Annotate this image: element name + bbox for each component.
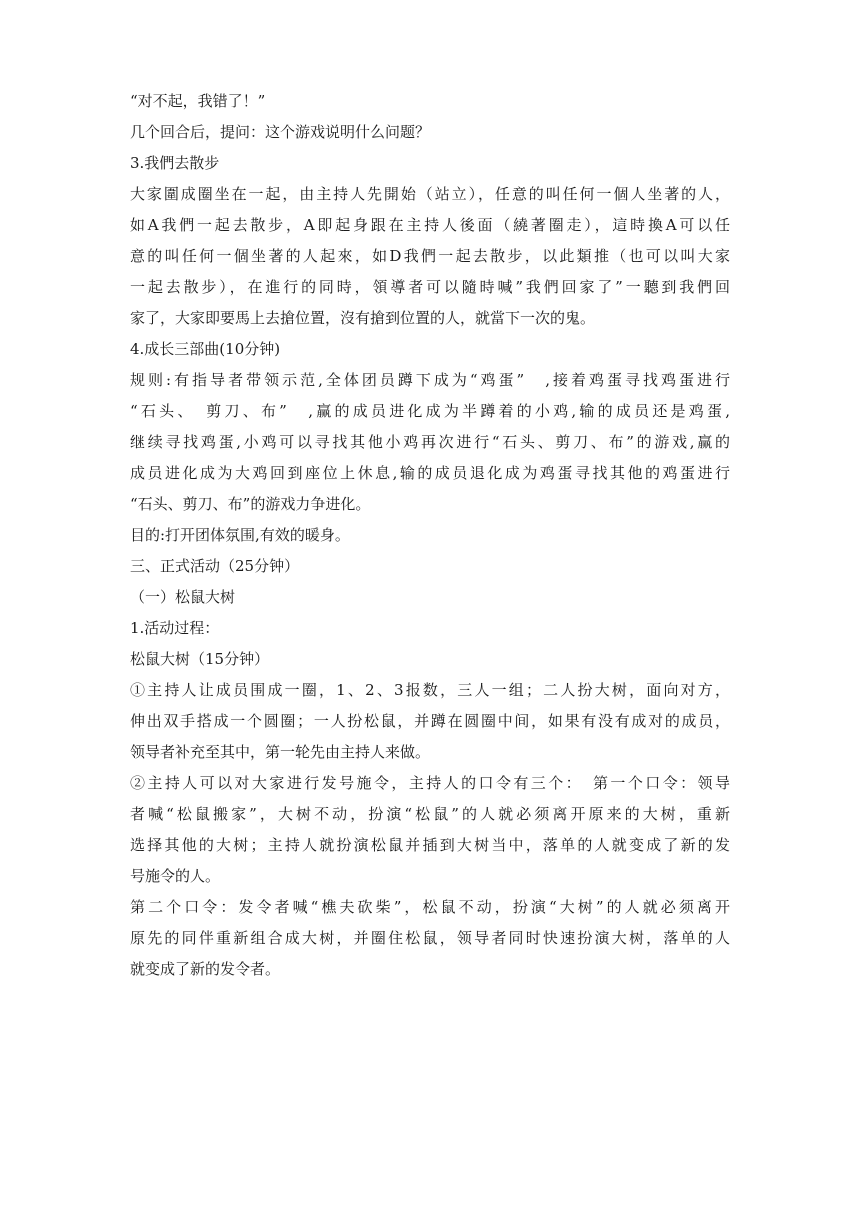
text-line: 松鼠大树（15分钟） bbox=[130, 650, 270, 668]
text-line: 伸出双手搭成一个圆圈；一人扮松鼠，并蹲在圆圈中间，如果有没有成对的成员， bbox=[130, 712, 730, 730]
text-line: 家了，大家即要馬上去搶位置，沒有搶到位置的人，就當下一次的鬼。 bbox=[130, 309, 596, 327]
text-line: 1.活动过程： bbox=[130, 619, 220, 637]
text-line: 领导者补充至其中，第一轮先由主持人来做。 bbox=[130, 743, 431, 761]
text-line: 就变成了新的发令者。 bbox=[130, 960, 281, 978]
text-line: 成员进化成为大鸡回到座位上休息,输的成员退化成为鸡蛋寻找其他的鸡蛋进行 bbox=[130, 464, 730, 482]
text-line: 号施令的人。 bbox=[130, 867, 221, 885]
text-line: 意的叫任何一個坐著的人起來，如D我們一起去散步，以此類推（也可以叫大家 bbox=[130, 247, 730, 265]
text-line: 者喊“松鼠搬家”，大树不动，扮演“松鼠”的人就必须离开原来的大树，重新 bbox=[130, 805, 730, 823]
text-line: “石头、剪刀、布”的游戏力争进化。 bbox=[130, 495, 371, 513]
text-line: 4.成长三部曲(10分钟) bbox=[130, 340, 281, 358]
document-body bbox=[130, 86, 730, 985]
text-line: 大家圍成圈坐在一起，由主持人先開始（站立），任意的叫任何一個人坐著的人， bbox=[130, 185, 730, 203]
text-line: ②主持人可以对大家进行发号施令，主持人的口令有三个： 第一个口令：领导 bbox=[130, 774, 730, 792]
text-line: “对不起，我错了！” bbox=[130, 92, 266, 110]
text-line: 原先的同伴重新组合成大树，并圈住松鼠，领导者同时快速扮演大树，落单的人 bbox=[130, 929, 730, 947]
text-line: 如A我們一起去散步，A即起身跟在主持人後面（繞著圈走），這時換A可以任 bbox=[130, 216, 730, 234]
text-line: 继续寻找鸡蛋,小鸡可以寻找其他小鸡再次进行“石头、剪刀、布”的游戏,赢的 bbox=[130, 433, 730, 451]
text-line: 选择其他的大树；主持人就扮演松鼠并插到大树当中，落单的人就变成了新的发 bbox=[130, 836, 730, 854]
text-line: “石头、 剪刀、布” ,赢的成员进化成为半蹲着的小鸡,输的成员还是鸡蛋, bbox=[130, 402, 730, 420]
text-line: 目的:打开团体氛围,有效的暖身。 bbox=[130, 526, 350, 544]
text-line: 一起去散步），在進行的同時，領導者可以隨時喊”我們回家了”一聽到我們回 bbox=[130, 278, 730, 296]
text-line: 第二个口令：发令者喊“樵夫砍柴”，松鼠不动，扮演“大树”的人就必须离开 bbox=[130, 898, 730, 916]
text-line: 几个回合后，提问：这个游戏说明什么问题？ bbox=[130, 123, 431, 141]
text-line: 三、正式活动（25分钟） bbox=[130, 557, 300, 575]
text-line: ①主持人让成员围成一圈，1、2、3报数，三人一组；二人扮大树，面向对方， bbox=[130, 681, 730, 699]
text-line: 规则:有指导者带领示范,全体团员蹲下成为“鸡蛋” ,接着鸡蛋寻找鸡蛋进行 bbox=[130, 371, 730, 389]
text-line: 3.我們去散步 bbox=[130, 154, 220, 172]
text-line: （一）松鼠大树 bbox=[130, 588, 236, 606]
